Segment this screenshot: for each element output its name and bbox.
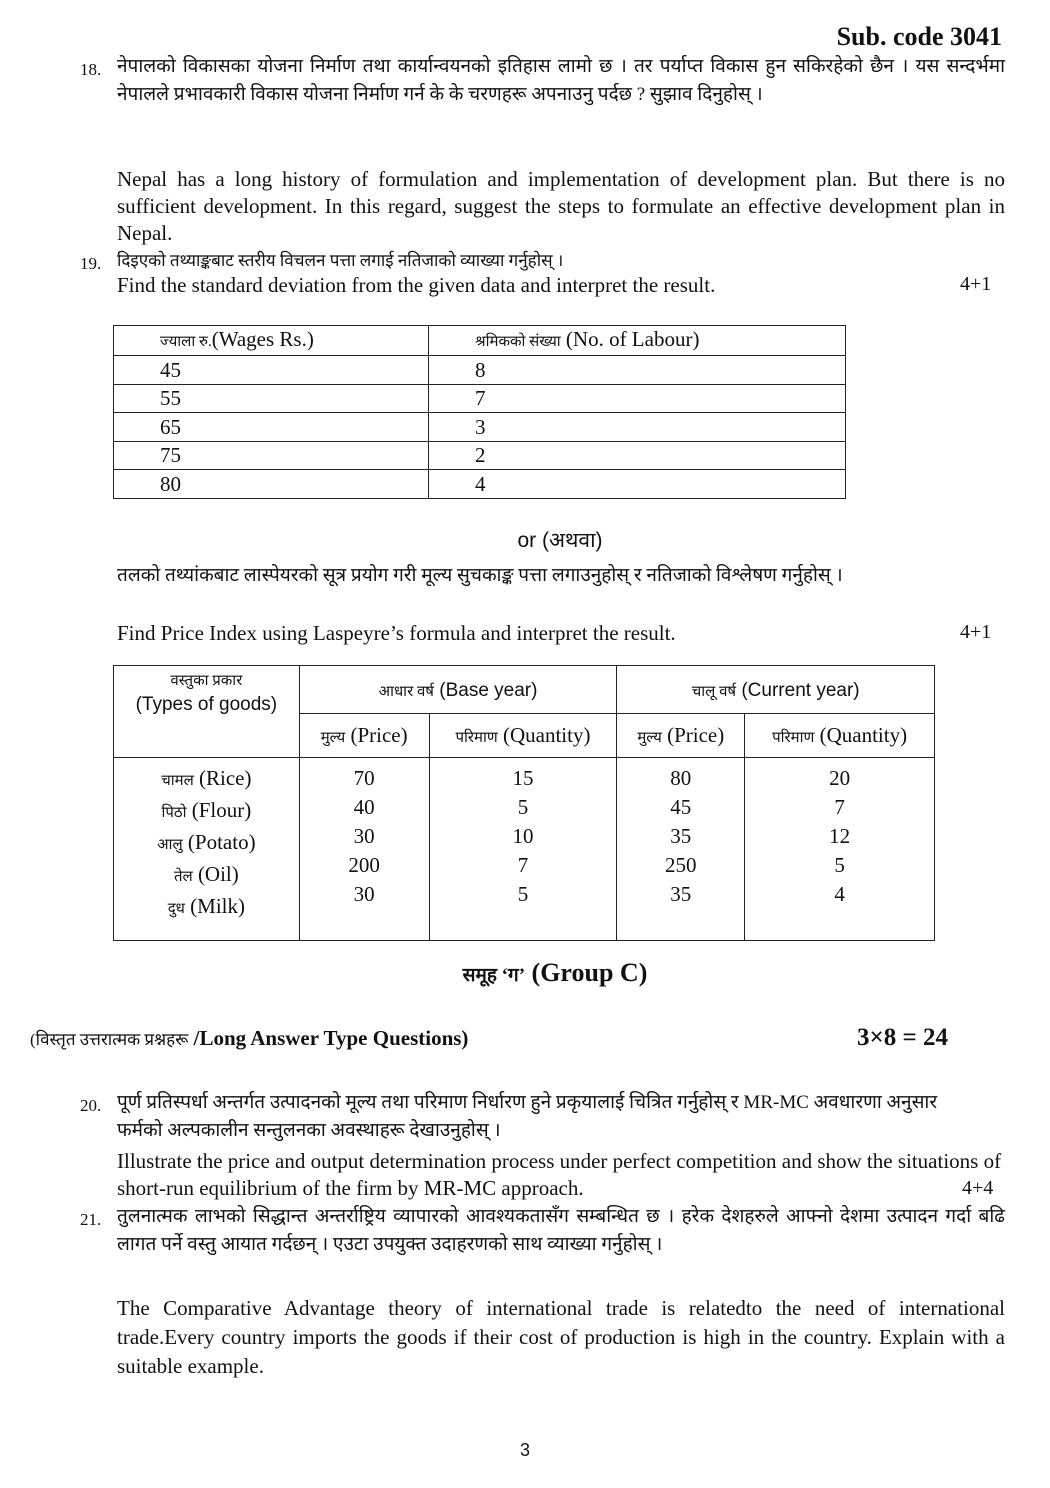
table-row: 55 7 [114, 384, 846, 413]
or-question-nepali: तलको तथ्यांकबाट लास्पेयरको सूत्र प्रयोग गरी मूल्य सुचकाङ्क पत्ता लगाउनुहोस् र नतिजाको विश्लेषण गर्नुहोस् । [117, 565, 843, 586]
price-index-table [113, 665, 935, 941]
current-price-column: 80 45 35 250 35 [617, 758, 745, 941]
question-20-english: Illustrate the price and output determination process under perfect competition and show the situations of short-run equilibrium of the firm by MR-MC approach. [117, 1149, 1002, 1200]
table-row: 65 3 [114, 413, 846, 442]
group-c-score: 3×8 = 24 [857, 1024, 948, 1051]
table-row: 80 4 [114, 470, 846, 499]
question-19-number: 19. [80, 254, 102, 273]
question-21-nepali: तुलनात्मक लाभको सिद्धान्त अन्तर्राष्ट्रिय व्यापारको आवश्यकतासँग सम्बन्धित छ । हरेक देशहरुले आफ्नो देशमा उत्पादन गर्दा बढि लागत पर्ने वस्तु आयात गर्दछन् । एउटा उपयुक्त उदाहरणको साथ व्याख्या गर्नुहोस् । [117, 1206, 1005, 1255]
current-price-header: मुल्य (Price) [617, 714, 745, 758]
base-price-header: मुल्य (Price) [299, 714, 429, 758]
subject-code: Sub. code 3041 [836, 22, 1002, 51]
goods-column: चामल (Rice) पिठो (Flour) आलु (Potato) तेल (Oil) दुध (Milk) [114, 758, 300, 941]
or-divider: or (अथवा) [517, 529, 603, 552]
or-question-marks: 4+1 [960, 621, 992, 643]
current-year-header: चालू वर्ष (Current year) [617, 666, 935, 714]
question-19-english: Find the standard deviation from the given data and interpret the result. [117, 273, 716, 297]
question-20-nepali: पूर्ण प्रतिस्पर्धा अन्तर्गत उत्पादनको मूल्य तथा परिमाण निर्धारण हुने प्रकृयालाई चित्रित गर्नुहोस् र MR-MC अवधारणा अनुसार फर्मको अल्पकालीन सन्तुलनका अवस्थाहरू देखाउनुहोस् । [117, 1092, 938, 1141]
question-18-english: Nepal has a long history of formulation and implementation of development plan. But there is no sufficient development. In this regard, suggest the steps to formulate an effective development plan in Nepal. [117, 167, 1005, 245]
question-21-number: 21. [80, 1210, 102, 1229]
table-row: 75 2 [114, 441, 846, 470]
long-answer-subheading: (विस्तृत उत्तरात्मक प्रश्नहरू /Long Answer Type Questions) [30, 1026, 469, 1050]
current-quantity-header: परिमाण (Quantity) [745, 714, 935, 758]
labour-column-header: श्रमिकको संख्या (No. of Labour) [429, 326, 846, 356]
question-20-marks: 4+4 [962, 1177, 994, 1199]
base-quantity-column: 15 5 10 7 5 [429, 758, 617, 941]
question-19-nepali: दिइएको तथ्याङ्कबाट स्तरीय विचलन पत्ता लगाई नतिजाको व्याख्या गर्नुहोस् । [117, 251, 564, 270]
wages-table-header [114, 326, 846, 356]
question-18-nepali: नेपालको विकासका योजना निर्माण तथा कार्यान्वयनको इतिहास लामो छ । तर पर्याप्त विकास हुन सकिरहेको छैन । यस सन्दर्भमा नेपालले प्रभावकारी विकास योजना निर्माण गर्न के के चरणहरू अपनाउनु पर्दछ ? सुझाव दिनुहोस् । [117, 56, 1005, 105]
base-quantity-header: परिमाण (Quantity) [429, 714, 617, 758]
wages-table [113, 325, 846, 499]
table-row: 45 8 [114, 356, 846, 385]
current-quantity-column: 20 7 12 5 4 [745, 758, 935, 941]
or-question-english: Find Price Index using Laspeyre’s formula and interpret the result. [117, 621, 676, 645]
question-19-marks: 4+1 [960, 273, 992, 295]
table-body-row [114, 758, 935, 941]
question-20-number: 20. [80, 1096, 102, 1115]
base-year-header: आधार वर्ष (Base year) [299, 666, 617, 714]
group-c-heading: समूह ‘ग’ (Group C) [462, 958, 648, 987]
page-number: 3 [519, 1440, 530, 1460]
types-of-goods-header: वस्तुका प्रकार (Types of goods) [114, 666, 300, 758]
base-price-column: 70 40 30 200 30 [299, 758, 429, 941]
question-21-english: The Comparative Advantage theory of international trade is relatedto the need of international trade.Every country imports the goods if their cost of production is high in the country. Explain with a suitable example. [117, 1296, 1005, 1378]
question-18-number: 18. [80, 60, 102, 79]
wages-column-header: ज्याला रु.(Wages Rs.) [114, 326, 429, 356]
